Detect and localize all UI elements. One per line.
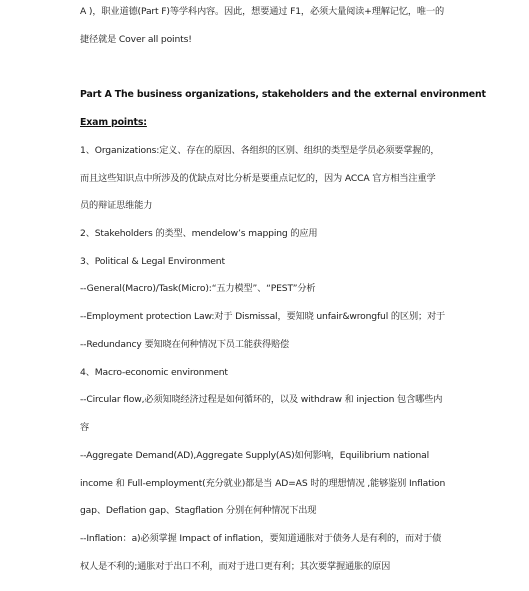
text-line: --Inflation：a)必须掌握 Impact of inflation，要知道通胀对于债务人是有利的，而对于债: [80, 533, 442, 544]
section-heading: Part A The business organizations, stakeholders and the external environment: [80, 89, 486, 100]
text-line: gap、Deflation gap、Stagflation 分别在何种情况下出现: [80, 505, 317, 516]
text-line: --Employment protection Law:对于 Dismissal，要知晓 unfair&wrongful 的区别；对于: [80, 311, 446, 322]
text-line: 员的辩证思维能力: [80, 200, 153, 211]
text-line: 而且这些知识点中所涉及的优缺点对比分析是要重点记忆的，因为 ACCA 官方相当注重学: [80, 173, 436, 184]
text-line: 2、Stakeholders 的类型、mendelow’s mapping 的应用: [80, 228, 318, 239]
exam-points-heading: Exam points:: [80, 117, 147, 128]
text-line: 权人是不利的;通胀对于出口不利，而对于进口更有利；其次要掌握通胀的原因: [80, 561, 391, 572]
text-line: A )，职业道德(Part F)等学科内容。因此，想要通过 F1，必须大量阅读+理解记忆，唯一的: [80, 6, 445, 17]
text-line: 1、Organizations:定义、存在的原因、各组织的区别、组织的类型是学员必须要掌握的，: [80, 145, 440, 156]
text-line: --Circular flow,必须知晓经济过程是如何循环的，以及 withdraw 和 injection 包含哪些内: [80, 394, 443, 405]
text-line: 捷径就是 Cover all points!: [80, 34, 192, 45]
text-line: 3、Political & Legal Environment: [80, 256, 225, 267]
text-line: --Redundancy 要知晓在何种情况下员工能获得赔偿: [80, 339, 290, 350]
text-line: --General(Macro)/Task(Micro):“五力模型”、“PEST”分析: [80, 283, 316, 294]
text-line: income 和 Full-employment(充分就业)都是当 AD=AS 时的理想情况 ,能够鉴别 Inflation: [80, 478, 446, 489]
text-line: --Aggregate Demand(AD),Aggregate Supply(AS)如何影响，Equilibrium national: [80, 450, 430, 461]
text-line: 4、Macro-economic environment: [80, 367, 228, 378]
text-line: 容: [80, 422, 90, 433]
